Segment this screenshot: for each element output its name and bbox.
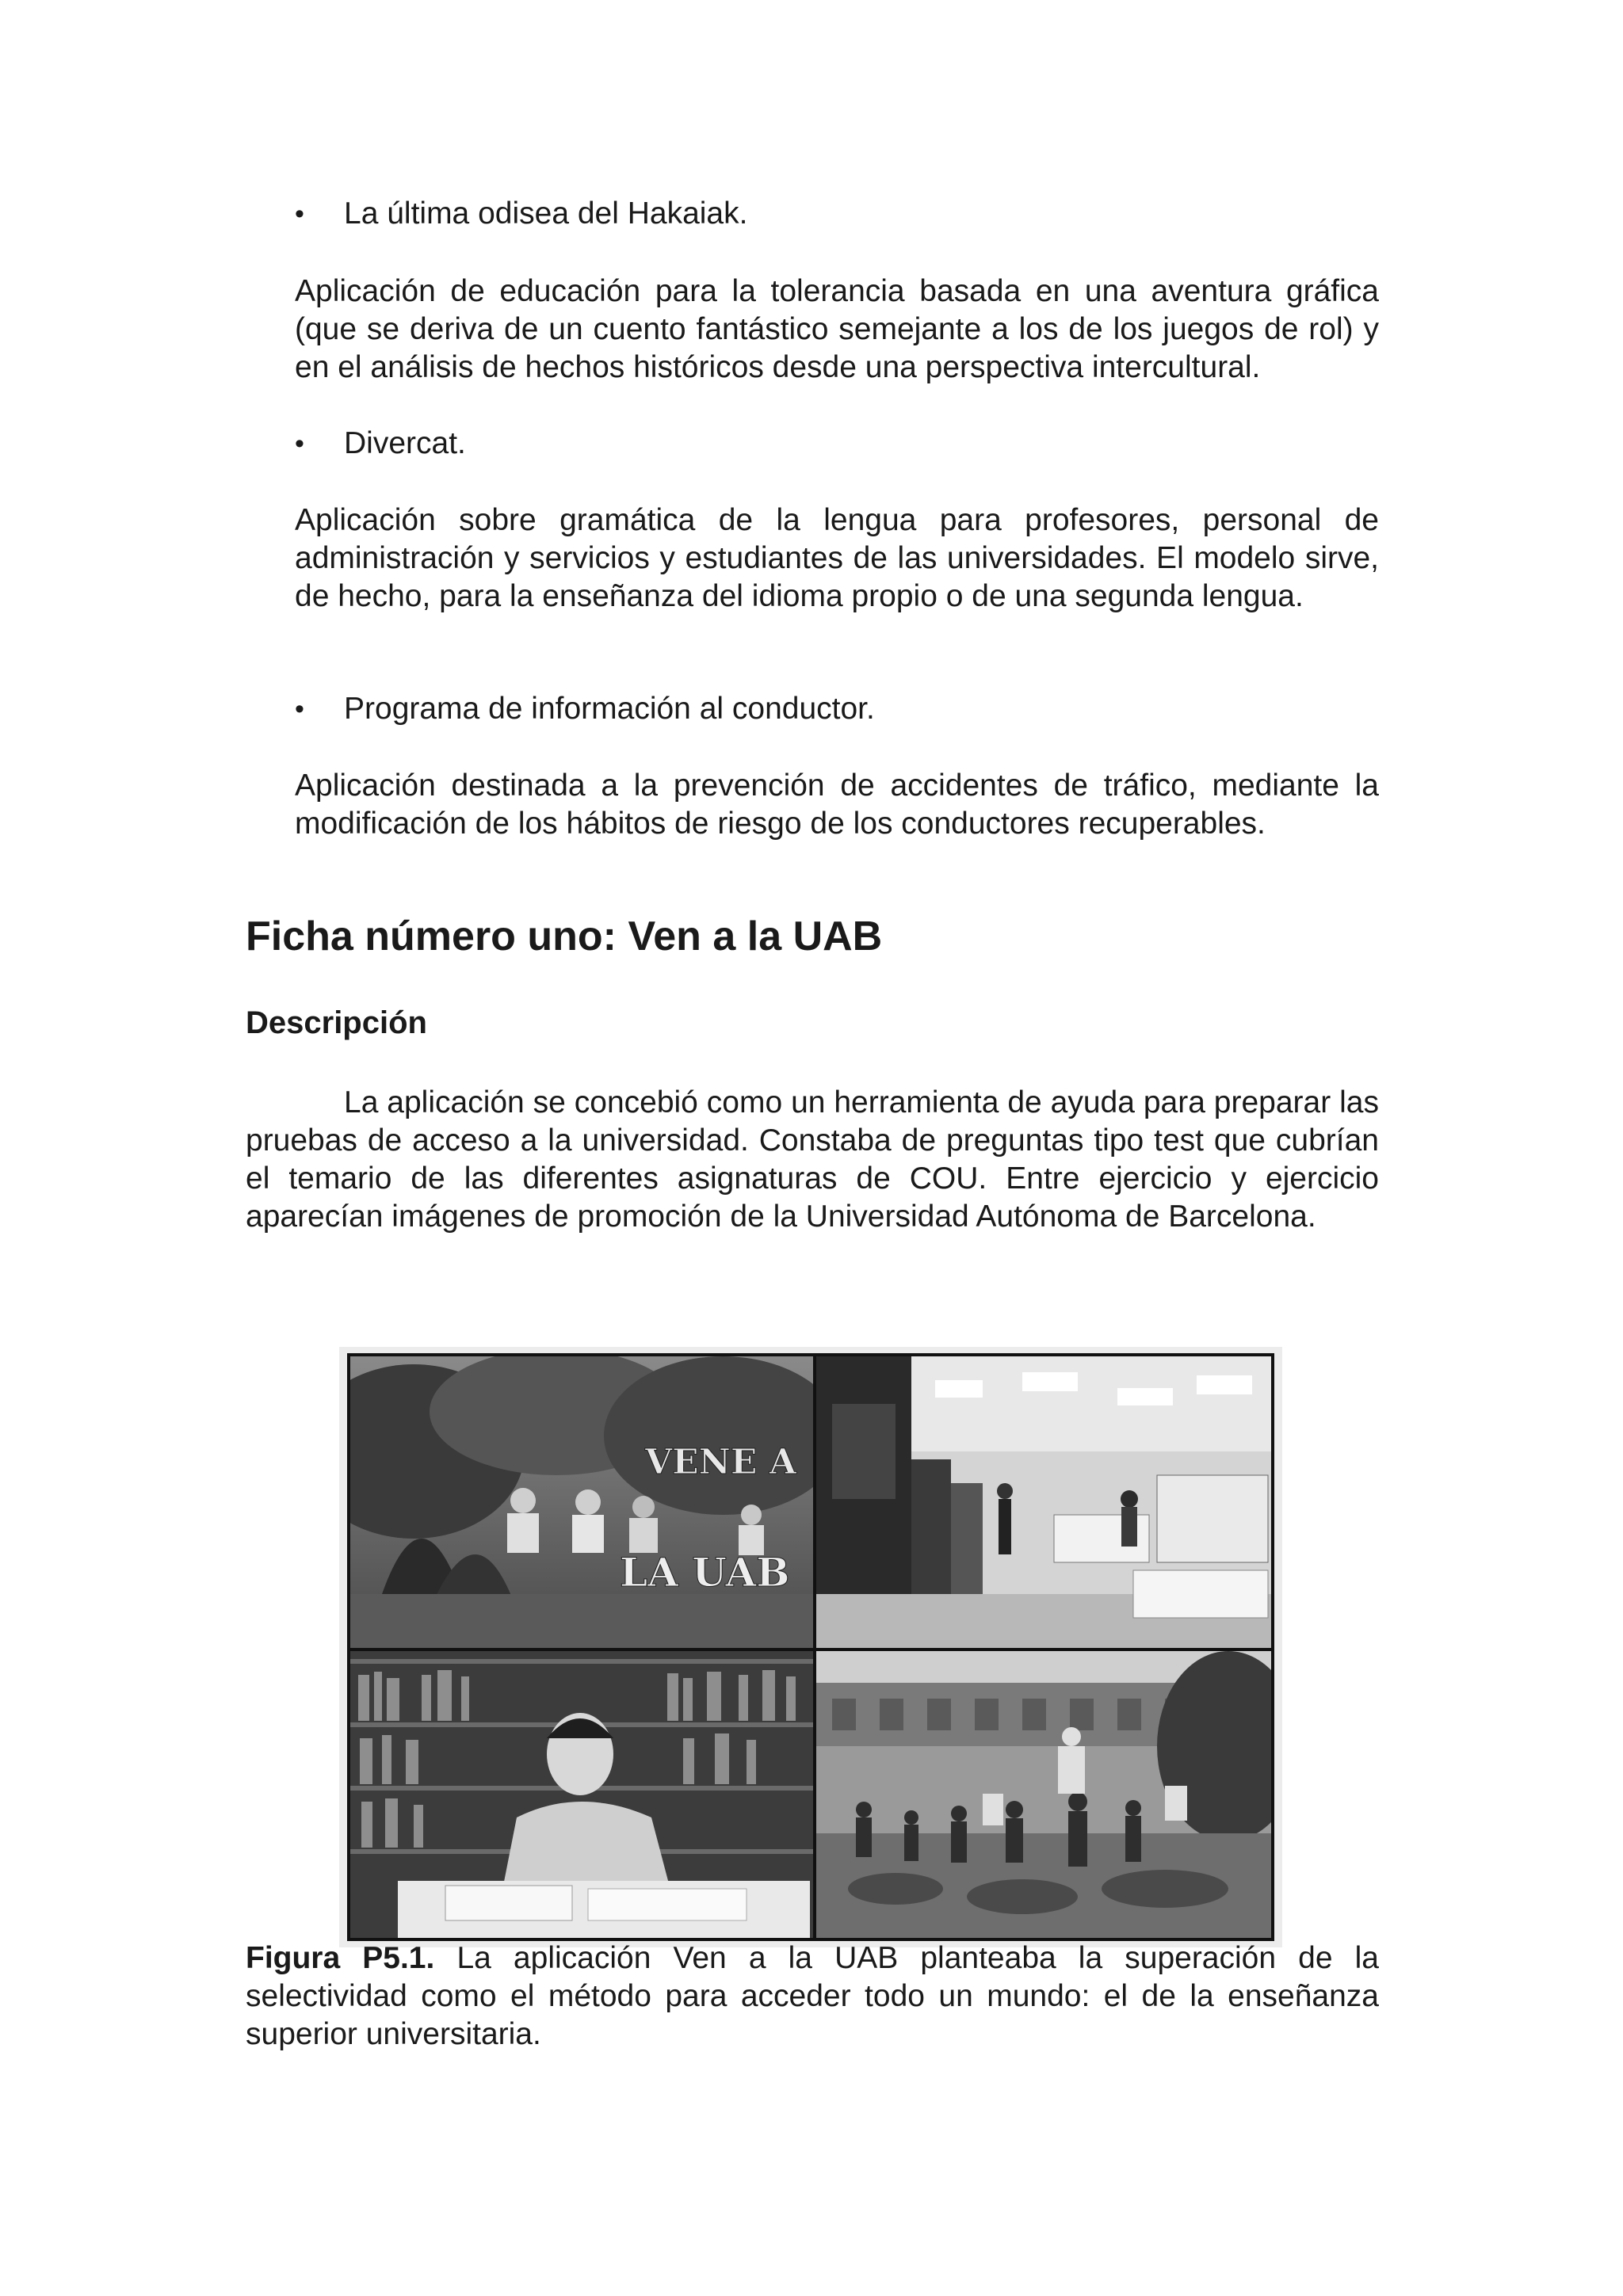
section-body — [246, 1084, 1379, 1236]
item-description: Aplicación destinada a la prevención de accidentes de tráfico, mediante la modificación de los hábitos de riesgo de los conductores recuperables. — [295, 769, 1379, 841]
sign-text-line1: VENE A — [645, 1442, 796, 1482]
sign-text-line2: LA UAB — [620, 1549, 790, 1596]
section-body-text: La aplicación se concebió como un herramienta de ayuda para preparar las pruebas de acceso a la universidad. Constaba de preguntas tipo test que cubrían el temario de las diferentes asignaturas de COU. Entre ejercicio y ejercicio aparecían imágenes de promoción de la Universidad Autónoma de Barcelona. — [246, 1085, 1379, 1234]
figure-caption — [246, 1939, 1379, 2054]
caption-label: Figura P5.1. — [246, 1941, 435, 1975]
figure-collage — [339, 1347, 1282, 1947]
section-title: Ficha número uno: Ven a la UAB — [246, 913, 883, 959]
bullet-icon: • — [295, 429, 304, 459]
photo-garden-sign — [350, 1356, 813, 1648]
bullet-icon: • — [295, 199, 304, 229]
item-description: Aplicación sobre gramática de la lengua para profesores, personal de administración y servicios y estudiantes de las universidades. El modelo sirve, de hecho, para la enseñanza del idioma propio o de una segunda lengua. — [295, 503, 1379, 613]
bullet-title: La última odisea del Hakaiak. — [344, 196, 748, 231]
photo-campus-crowd — [816, 1651, 1271, 1938]
section-subtitle: Descripción — [246, 1005, 427, 1040]
caption-text: La aplicación Ven a la UAB planteaba la superación de la selectividad como el método para acceder todo un mundo: el de la enseñanza superior universitaria. — [246, 1941, 1379, 2051]
bullet-title: Programa de información al conductor. — [344, 692, 875, 726]
bullet-icon: • — [295, 694, 304, 724]
photo-library-student — [350, 1651, 813, 1938]
photo-computer-lab — [816, 1356, 1271, 1648]
item-description: Aplicación de educación para la tolerancia basada en una aventura gráfica (que se deriva de un cuento fantástico semejante a los de los juegos de rol) y en el análisis de hechos históricos desde una perspectiva intercultural. — [295, 274, 1379, 384]
bullet-title: Divercat. — [344, 426, 466, 460]
